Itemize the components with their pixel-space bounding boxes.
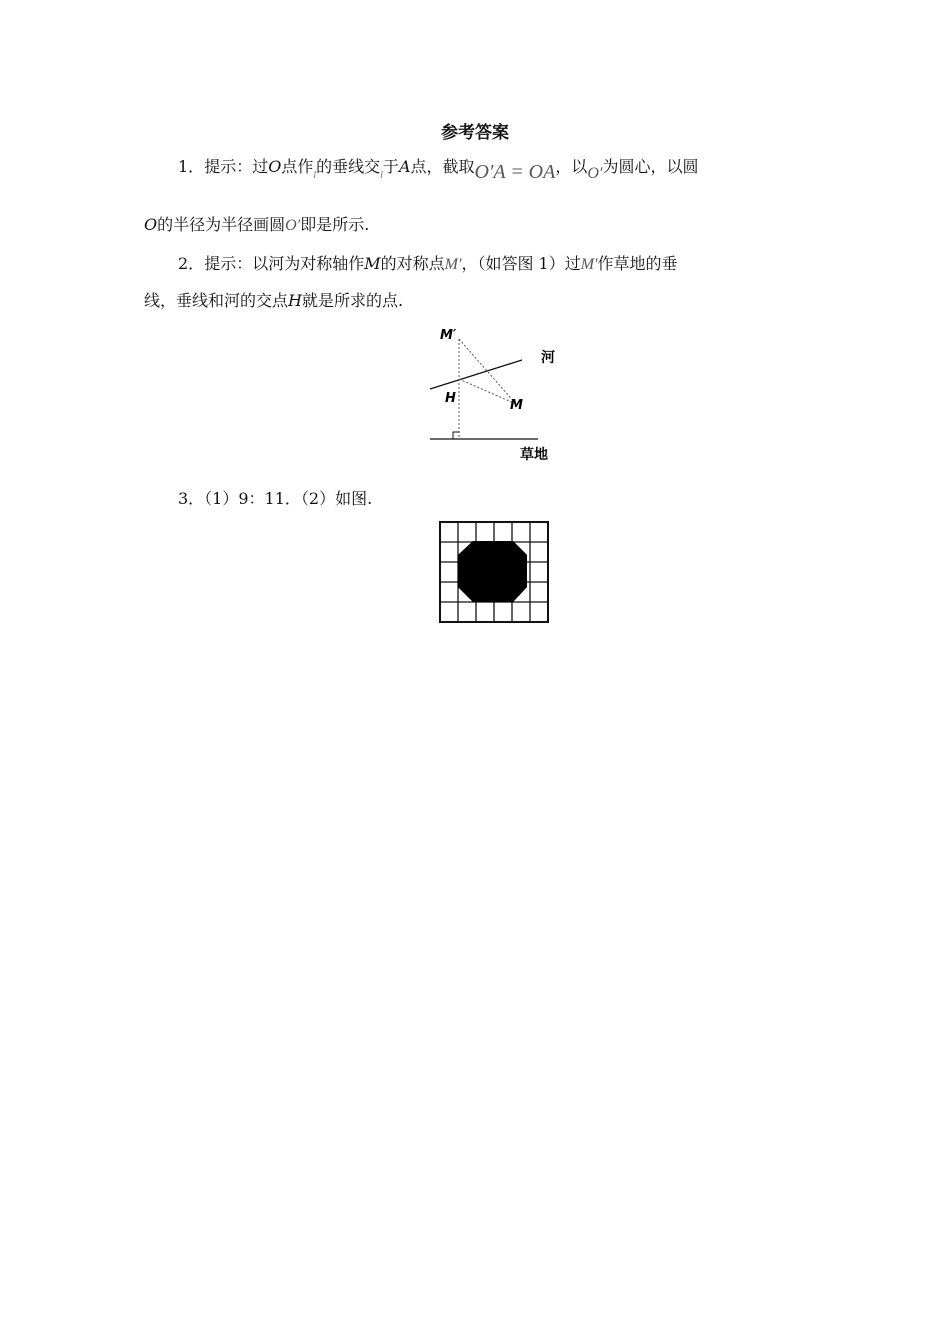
answer-1-text: 于 [382, 157, 399, 176]
river-reflection-diagram [420, 320, 570, 470]
var-A: A [398, 157, 411, 176]
grid-octagon-figure [439, 521, 551, 625]
answer-2-text: 线，垂线和河的交点 [144, 291, 289, 310]
answer-2-text: 提示：以河为对称轴作 [204, 254, 365, 273]
path-line [459, 379, 516, 404]
octagon-fill [458, 541, 527, 602]
answer-3-line [178, 488, 372, 510]
answer-2-line-2 [144, 290, 403, 312]
var-M: M [364, 254, 381, 273]
answer-1-text: 的半径为半径画圆 [157, 215, 286, 234]
answer-1-text: 即是所示. [300, 215, 370, 234]
answer-2-number: 2． [178, 254, 205, 273]
label-H: H [445, 391, 456, 406]
answer-1-text: 点作 [281, 157, 314, 176]
answer-2-line-1 [178, 253, 678, 276]
var-l: l [380, 170, 383, 181]
page-title: 参考答案 [441, 123, 509, 143]
label-M-prime: M′ [440, 328, 457, 343]
answer-1-line-2 [144, 214, 369, 237]
answer-2-text: 的对称点 [380, 254, 445, 273]
answer-1-text: 点，截取 [410, 157, 475, 176]
answer-2-text: 就是所求的点. [301, 291, 404, 310]
var-O: O [144, 215, 158, 234]
var-O-prime: O′ [285, 217, 301, 234]
answer-1-number: 1． [178, 157, 205, 176]
label-river: 河 [541, 350, 555, 366]
answer-2-text: ，（如答图 1）过 [461, 254, 581, 273]
answer-1-text: 提示：过 [204, 157, 269, 176]
answer-1-text: 的垂线交 [316, 157, 381, 176]
var-O: O [268, 157, 282, 176]
label-grass: 草地 [520, 447, 548, 463]
equation-OA: O′A = OA [474, 161, 556, 183]
var-M-prime: M′ [580, 256, 598, 273]
answer-1-text: 为圆心，以圆 [602, 157, 699, 176]
answer-2-text: 作草地的垂 [597, 254, 678, 273]
var-H: H [288, 291, 302, 310]
answer-3-text: 3．（1）9：11．（2）如图. [178, 489, 373, 508]
right-angle-marker [453, 432, 459, 439]
var-M-prime: M′ [444, 256, 462, 273]
river-line [430, 360, 522, 389]
answer-1-line-1 [178, 156, 698, 187]
answer-1-text: ，以 [555, 157, 588, 176]
var-O-prime: O′ [587, 165, 603, 182]
label-M: M [510, 398, 523, 413]
var-l: l [313, 170, 317, 181]
